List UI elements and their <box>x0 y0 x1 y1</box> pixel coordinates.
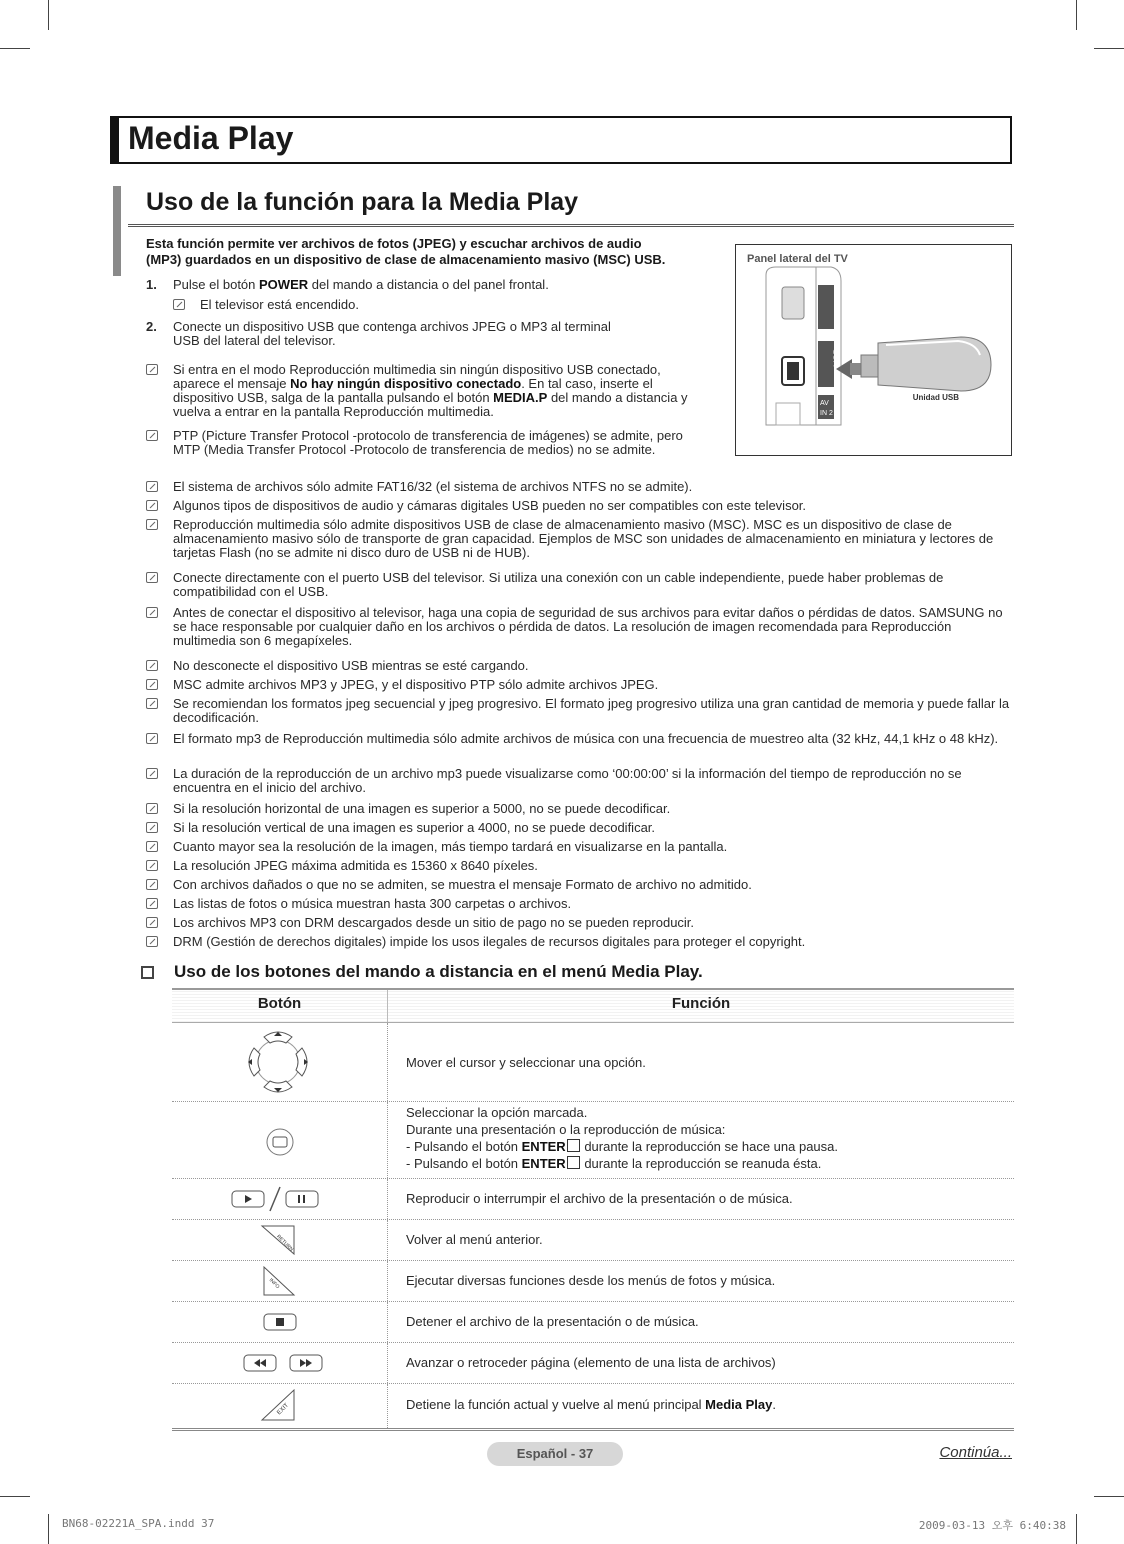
function-text: . <box>772 1397 776 1412</box>
note-text: El televisor está encendido. <box>200 297 359 312</box>
function-text: - Pulsando el botón <box>406 1139 522 1154</box>
note-item <box>146 840 1012 854</box>
note-text: PTP (Picture Transfer Protocol -protocolo de transferencia de imágenes) se admite, pero MTP (Media Transfer Protocol -Protocolo de transferencia de medios) no se admite. <box>173 428 683 457</box>
table-header <box>172 988 1014 1023</box>
enter-symbol-icon <box>567 1139 580 1152</box>
note-icon <box>146 519 158 530</box>
note-item <box>146 732 1012 746</box>
crop-mark <box>0 1496 30 1497</box>
note-icon <box>146 936 158 947</box>
note-item <box>146 518 1012 560</box>
function-text: durante la reproducción se reanuda ésta. <box>580 1156 822 1171</box>
row-function-text: Ejecutar diversas funciones desde los menús de fotos y música. <box>406 1273 776 1288</box>
note-icon <box>146 860 158 871</box>
row-function-text: Detener el archivo de la presentación o de música. <box>406 1314 699 1329</box>
note-text: Los archivos MP3 con DRM descargados desde un sitio de pago no se pueden reproducir. <box>173 915 695 930</box>
continued-link: Continúa... <box>939 1444 1012 1461</box>
column-divider <box>387 1343 388 1383</box>
function-line <box>406 1138 1006 1155</box>
header-accent-bar <box>112 118 119 162</box>
print-slug-timestamp: 2009-03-13 오후 6:40:38 <box>918 1519 1066 1532</box>
return-label: RETURN <box>275 1233 295 1253</box>
function-line <box>406 1155 1006 1172</box>
note-text: Antes de conectar el dispositivo al televisor, haga una copia de seguridad de sus archivos para evitar daños o pérdidas de datos. SAMSUNG no se hace responsable por cualquier daño en los archivos o pérdida de datos. La resolución de imagen recomendada para Reproducción multimedia son 6 megapíxeles. <box>173 605 1003 648</box>
panel-title: Panel lateral del TV <box>747 253 848 265</box>
av-in-label: IN 2 <box>820 410 833 417</box>
section-title: Uso de la función para la Media Play <box>146 188 579 216</box>
note-icon <box>146 660 158 671</box>
row-function-text: Avanzar o retroceder página (elemento de una lista de archivos) <box>406 1355 776 1370</box>
remote-buttons-table <box>172 988 1014 1431</box>
crop-mark <box>1094 48 1124 49</box>
section-rule <box>128 224 1014 227</box>
note-item <box>146 916 1012 930</box>
note-icon <box>146 879 158 890</box>
note-text: Reproducción multimedia sólo admite dispositivos USB de clase de almacenamiento masivo (MSC). MSC es un dispositivo de clase de almacenamiento masivo sólo de transporte de gran capacidad. Ejemplos de MSC son unidades de almacenamiento en miniatura y lectores de tarjetas Flash (no se admite ni disco duro de USB ni de HUB). <box>173 517 994 560</box>
note-text: Algunos tipos de dispositivos de audio y cámaras digitales USB pueden no ser compatibles con este televisor. <box>173 498 807 513</box>
table-row <box>172 1220 1014 1261</box>
row-function-text <box>406 1397 1006 1412</box>
page-number-badge: Español - 37 <box>487 1442 623 1466</box>
chapter-title: Media Play <box>128 120 294 156</box>
note-text: El sistema de archivos sólo admite FAT16/32 (el sistema de archivos NTFS no se admite). <box>173 479 693 494</box>
stop-button-icon <box>172 1302 387 1342</box>
note-item <box>146 659 1012 673</box>
enter-keyword: ENTER <box>521 1156 566 1171</box>
note-text: MSC admite archivos MP3 y JPEG, y el dispositivo PTP sólo admite archivos JPEG. <box>173 677 659 692</box>
note-text: La duración de la reproducción de un archivo mp3 puede visualizarse como ‘00:00:00’ si la información del tiempo de reproducción no se encuentra en el inicio del archivo. <box>173 766 962 795</box>
column-divider <box>387 1261 388 1301</box>
function-text: Detiene la función actual y vuelve al menú principal <box>406 1397 706 1412</box>
note-text: La resolución JPEG máxima admitida es 15360 x 8640 píxeles. <box>173 858 538 873</box>
step-number: 1. <box>146 277 157 292</box>
note-icon <box>146 364 158 375</box>
function-text: - Pulsando el botón <box>406 1156 522 1171</box>
row-function-text: Mover el cursor y seleccionar una opción. <box>406 1055 646 1070</box>
note-text: Con archivos dañados o que no se admiten, se muestra el mensaje Formato de archivo no admitido. <box>173 877 752 892</box>
section-accent-bar <box>113 186 121 276</box>
note-icon <box>146 679 158 690</box>
rewind-forward-buttons-icon <box>172 1343 387 1383</box>
crop-mark <box>0 48 30 49</box>
table-row <box>172 1102 1014 1179</box>
arrow-keys-icon <box>172 1023 387 1101</box>
note-text: . En tal caso, inserte el dispositivo USB, salga de la pantalla pulsando el botón <box>173 376 653 405</box>
note-item <box>146 897 1012 911</box>
usb-connection-illustration <box>736 245 1011 455</box>
media-p-keyword: MEDIA.P <box>493 390 548 405</box>
table-row <box>172 1023 1014 1102</box>
note-item <box>146 480 1012 494</box>
note-text: del mando a distancia y vuelva a entrar en la pantalla Reproducción multimedia. <box>173 390 688 419</box>
note-icon <box>146 733 158 744</box>
step-1-note <box>173 298 673 312</box>
note-item <box>146 678 1012 692</box>
note-icon <box>146 917 158 928</box>
row-function-text <box>406 1104 1006 1172</box>
note-icon <box>146 481 158 492</box>
chapter-header <box>110 116 1012 164</box>
note-text: El formato mp3 de Reproducción multimedia sólo admite archivos de música con una frecuencia de muestreo alta (32 kHz, 44,1 kHz o 48 kHz). <box>173 731 999 746</box>
crop-mark <box>1076 1514 1077 1544</box>
function-line: Seleccionar la opción marcada. <box>406 1105 588 1120</box>
step-text: USB del lateral del televisor. <box>173 333 336 348</box>
function-line: Durante una presentación o la reproducción de música: <box>406 1122 726 1137</box>
note-item <box>146 363 706 419</box>
table-bottom-rule <box>172 1428 1014 1431</box>
info-label: INFO <box>267 1277 281 1291</box>
step-1 <box>146 278 726 292</box>
step-text: del mando a distancia o del panel frontal. <box>308 277 549 292</box>
table-row <box>172 1343 1014 1384</box>
note-item <box>146 767 1012 795</box>
note-text: Las listas de fotos o música muestran hasta 300 carpetas o archivos. <box>173 896 572 911</box>
tv-side-panel-figure <box>735 244 1012 456</box>
note-item <box>146 429 706 457</box>
play-pause-buttons-icon <box>172 1179 387 1219</box>
column-divider <box>387 1023 388 1101</box>
note-icon <box>146 430 158 441</box>
function-text: durante la reproducción se hace una pausa. <box>580 1139 838 1154</box>
note-icon <box>146 698 158 709</box>
intro-line-2: (MP3) guardados en un dispositivo de clase de almacenamiento masivo (MSC) USB. <box>146 252 666 267</box>
column-divider <box>387 1102 388 1178</box>
info-button-icon <box>172 1261 387 1301</box>
note-text: DRM (Gestión de derechos digitales) impide los usos ilegales de recursos digitales para proteger el copyright. <box>173 934 806 949</box>
media-play-keyword: Media Play <box>705 1397 773 1412</box>
note-text: Si entra en el modo Reproducción multimedia sin ningún dispositivo USB conectado, aparece el mensaje <box>173 362 661 391</box>
column-divider <box>387 1384 388 1428</box>
note-item <box>146 606 1012 648</box>
step-2 <box>146 320 726 348</box>
note-icon <box>146 572 158 583</box>
note-item <box>146 878 1012 892</box>
row-function-text: Reproducir o interrumpir el archivo de la presentación o de música. <box>406 1191 793 1206</box>
usb-port-label: USB <box>832 348 842 367</box>
crop-mark <box>1076 0 1077 30</box>
row-function-text: Volver al menú anterior. <box>406 1232 543 1247</box>
note-item <box>146 821 1012 835</box>
checkbox-bullet-icon <box>141 966 154 979</box>
section-intro <box>146 236 726 268</box>
step-text: Pulse el botón <box>173 277 260 292</box>
note-item <box>146 859 1012 873</box>
print-slug-filename: BN68-02221A_SPA.indd 37 <box>62 1517 215 1530</box>
note-item <box>146 697 1012 725</box>
note-icon <box>146 822 158 833</box>
table-row <box>172 1261 1014 1302</box>
note-icon <box>146 768 158 779</box>
note-text: No desconecte el dispositivo USB mientras se esté cargando. <box>173 658 529 673</box>
power-keyword: POWER <box>259 277 309 292</box>
intro-line-1: Esta función permite ver archivos de fotos (JPEG) y escuchar archivos de audio <box>146 236 642 251</box>
table-row <box>172 1302 1014 1343</box>
note-icon <box>146 607 158 618</box>
note-item <box>146 571 1012 599</box>
note-icon <box>173 299 185 310</box>
exit-label: EXIT <box>276 1402 291 1417</box>
note-text: Conecte directamente con el puerto USB del televisor. Si utiliza una conexión con un cable independiente, puede haber problemas de compatibilidad con el USB. <box>173 570 944 599</box>
crop-mark <box>1094 1496 1124 1497</box>
usb-drive-caption: Unidad USB <box>912 393 959 402</box>
note-icon <box>146 500 158 511</box>
column-divider <box>387 1302 388 1342</box>
note-item <box>146 499 1012 513</box>
column-divider <box>387 1220 388 1260</box>
note-icon <box>146 898 158 909</box>
step-text: Conecte un dispositivo USB que contenga archivos JPEG o MP3 al terminal <box>173 319 611 334</box>
note-text: Si la resolución horizontal de una imagen es superior a 5000, no se puede decodificar. <box>173 801 671 816</box>
note-text: Si la resolución vertical de una imagen es superior a 4000, no se puede decodificar. <box>173 820 656 835</box>
enter-keyword: ENTER <box>521 1139 566 1154</box>
crop-mark <box>48 1514 49 1544</box>
table-row <box>172 1179 1014 1220</box>
note-item <box>146 802 1012 816</box>
step-number: 2. <box>146 319 157 334</box>
note-text: Cuanto mayor sea la resolución de la imagen, más tiempo tardará en visualizarse en la pantalla. <box>173 839 728 854</box>
note-icon <box>146 841 158 852</box>
note-item <box>146 935 1012 949</box>
message-keyword: No hay ningún dispositivo conectado <box>290 376 522 391</box>
exit-button-icon <box>172 1384 387 1428</box>
crop-mark <box>48 0 49 30</box>
column-header-button: Botón <box>257 995 302 1012</box>
note-text: Se recomiendan los formatos jpeg secuencial y jpeg progresivo. El formato jpeg progresivo utiliza una gran cantidad de memoria y puede fallar la decodificación. <box>173 696 1010 725</box>
subsection-title: Uso de los botones del mando a distancia en el menú Media Play. <box>174 962 703 981</box>
enter-button-icon <box>172 1102 387 1178</box>
table-row <box>172 1384 1014 1428</box>
note-icon <box>146 803 158 814</box>
enter-symbol-icon <box>567 1156 580 1169</box>
column-divider <box>387 1179 388 1219</box>
av-label: AV <box>820 400 829 407</box>
return-button-icon <box>172 1220 387 1260</box>
column-header-function: Función <box>671 995 731 1012</box>
